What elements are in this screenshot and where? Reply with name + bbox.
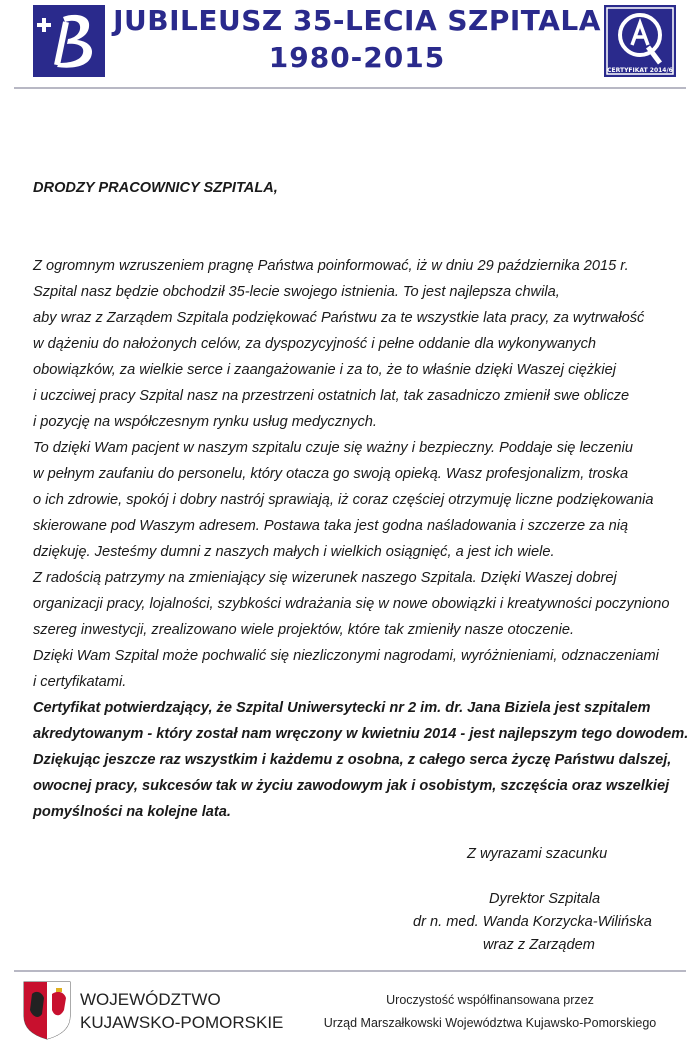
letter-line: i certyfikatami. <box>33 674 127 690</box>
region-name-line2: KUJAWSKO-POMORSKIE <box>80 1013 284 1032</box>
signature-position: Dyrektor Szpitala <box>489 891 601 907</box>
jubilee-years: 1980-2015 <box>268 41 446 74</box>
letter-line-bold: owocnej pracy, sukcesów tak w życiu zawodowym jak i osobistym, szczęścia oraz wszelkiej <box>33 778 670 794</box>
header-divider <box>14 87 686 89</box>
region-name-line1: WOJEWÓDZTWO <box>80 990 221 1009</box>
letter-line-bold: Dziękując jeszcze raz wszystkim i każdemu z osobna, z całego serca życzę Państwu dalszej, <box>33 752 672 768</box>
letter-line-bold: akredytowanym - który został nam wręczony w kwietniu 2014 - jest najlepszym tego dowodem. <box>33 726 689 742</box>
cofinance-line1: Uroczystość współfinansowana przez <box>386 993 594 1007</box>
letter-line-bold: Certyfikat potwierdzający, że Szpital Uniwersytecki nr 2 im. dr. Jana Biziela jest szpitalem <box>33 700 651 716</box>
letter-line-bold: pomyślności na kolejne lata. <box>33 804 231 820</box>
page-header <box>0 0 700 95</box>
letter-line: szereg inwestycji, zrealizowano wiele projektów, które tak zmieniły nasze otoczenie. <box>33 622 575 638</box>
hospital-logo-icon <box>33 5 105 77</box>
letter-line: i uczciwej pracy Szpital nasz na przestrzeni ostatnich lat, tak zasadniczo zmienił swe oblicze <box>33 388 630 404</box>
letter-line: To dzięki Wam pacjent w naszym szpitalu czuje się ważny i bezpieczny. Poddaje się leczeniu <box>33 440 633 456</box>
paragraph-gap <box>33 227 688 253</box>
letter-line: Z ogromnym wzruszeniem pragnę Państwa poinformować, iż w dniu 29 października 2015 r. <box>33 258 629 274</box>
quality-certificate-icon <box>604 5 676 77</box>
page-title: JUBILEUSZ 35-LECIA SZPITALA <box>113 4 601 37</box>
letter-line: skierowane pod Waszym adresem. Postawa taka jest godna naśladowania i szczerze za nią <box>33 518 629 534</box>
paragraph-gap <box>33 201 688 227</box>
letter-greeting: DRODZY PRACOWNICY SZPITALA, <box>33 180 278 196</box>
letter-line: i pozycję na współczesnym rynku usług medycznych. <box>33 414 377 430</box>
letter-line: dziękuję. Jesteśmy dumni z naszych małych i wielkich osiągnięć, a jest ich wiele. <box>33 544 555 560</box>
letter-line: obowiązków, za wielkie serce i zaangażowanie i za to, że to właśnie dzięki Waszej ciężkiej <box>33 362 616 378</box>
letter-line: o ich zdrowie, spokój i dobry nastrój sprawiają, iż coraz częściej otrzymuję liczne podziękowania <box>33 492 654 508</box>
letter-line: aby wraz z Zarządem Szpitala podziękować Państwu za te wszystkie lata pracy, za wytrwałość <box>33 310 645 326</box>
letter-line: Z radością patrzymy na zmieniający się wizerunek naszego Szpitala. Dzięki Waszej dobrej <box>33 570 617 586</box>
signature-closing: Z wyrazami szacunku <box>467 846 608 862</box>
letter-line: w dążeniu do nałożonych celów, za dyspozycyjność i pełne oddanie dla wykonywanych <box>33 336 597 352</box>
footer-divider <box>14 970 686 972</box>
letter-line: Dzięki Wam Szpital może pochwalić się niezliczonymi nagrodami, wyróżnieniami, odznaczeniami <box>33 648 659 664</box>
signature-name: dr n. med. Wanda Korzycka-Wilińska <box>413 914 652 930</box>
crest-icon <box>22 980 72 1040</box>
letter-line: w pełnym zaufaniu do personelu, który otacza go swoją opieką. Wasz profesjonalizm, troska <box>33 466 629 482</box>
certificate-caption: CERTYFIKAT 2014/6 <box>607 67 673 74</box>
cofinance-line2: Urząd Marszałkowski Województwa Kujawsko-Pomorskiego <box>323 1016 657 1030</box>
signature-board: wraz z Zarządem <box>483 937 595 953</box>
letter-line: organizacji pracy, lojalności, szybkości wdrażania się w nowe obowiązki i kreatywności poczyniono <box>33 596 670 612</box>
letter-body <box>33 175 688 825</box>
letter-line: Szpital nasz będzie obchodził 35-lecie swojego istnienia. To jest najlepsza chwila, <box>33 284 560 300</box>
